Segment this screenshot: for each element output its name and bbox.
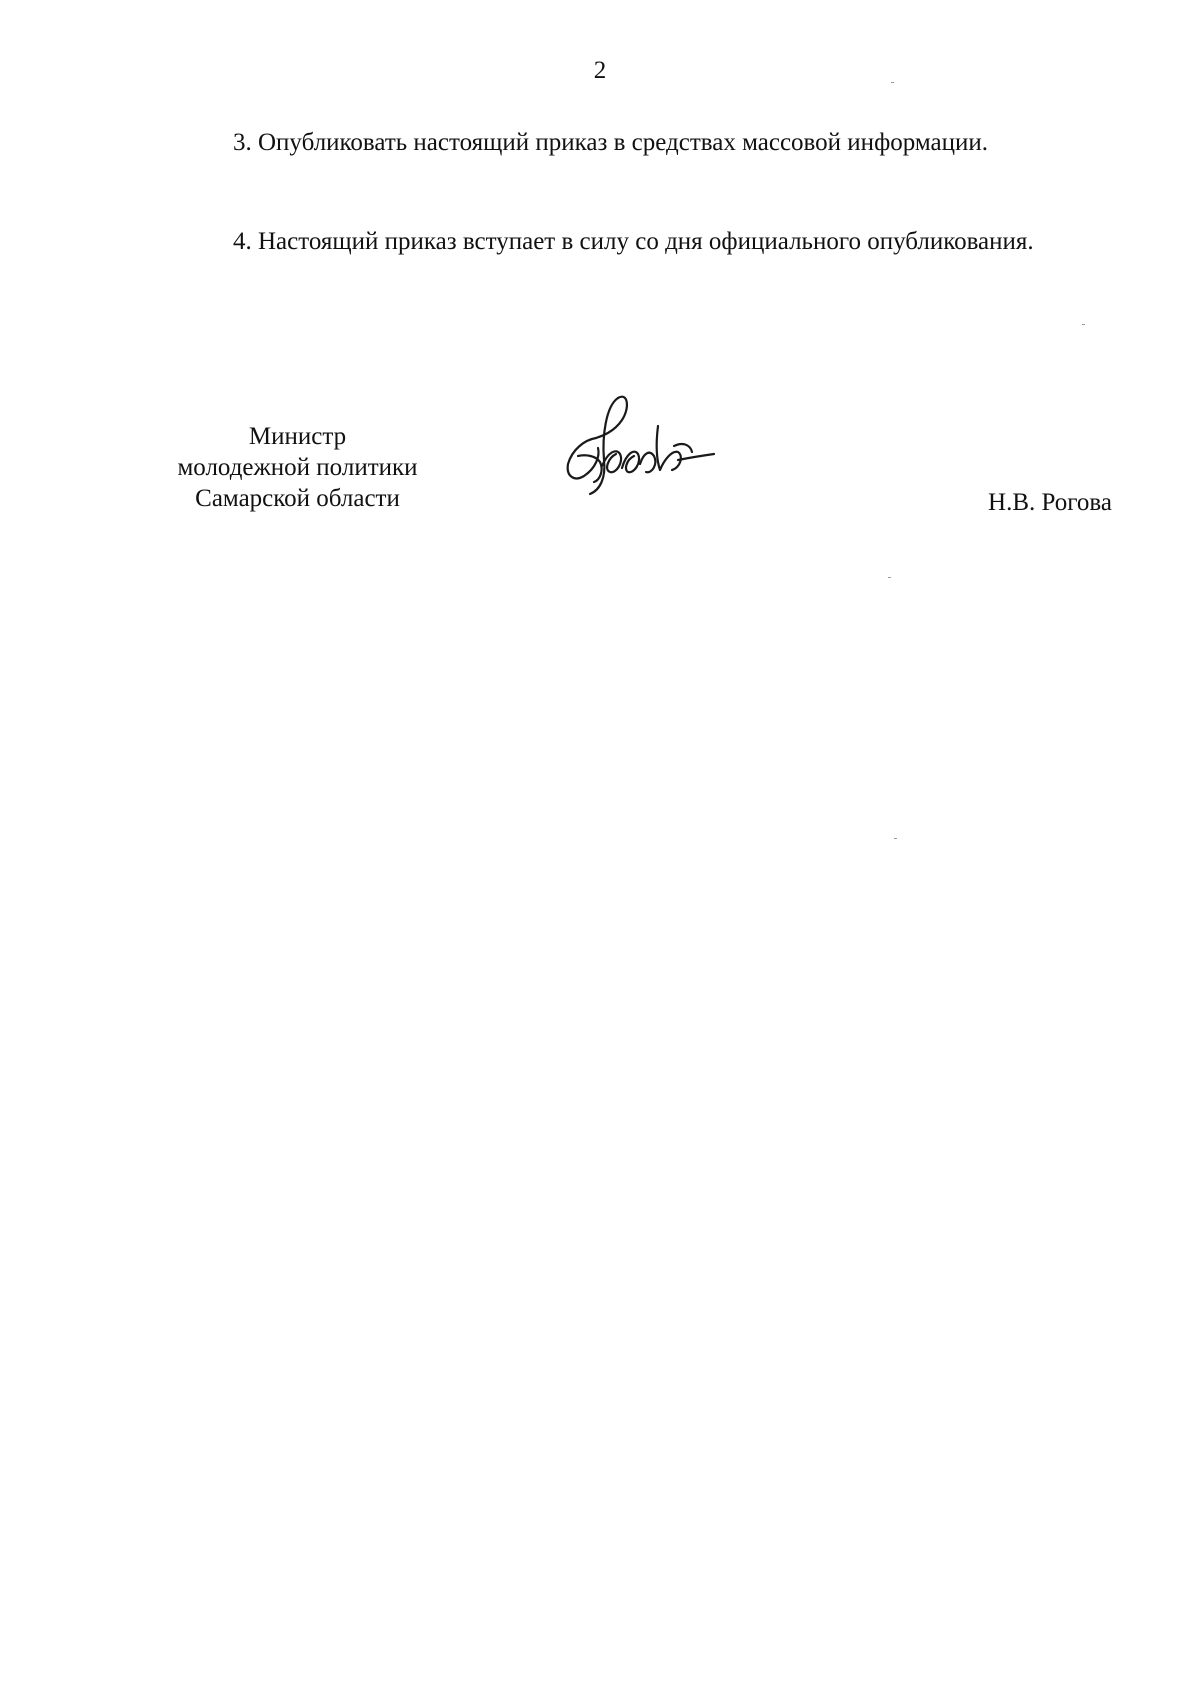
signatory-title-line: молодежной политики — [177, 454, 418, 481]
signatory-title-line: Самарской области — [195, 485, 400, 512]
page-number: 2 — [593, 57, 607, 84]
scan-speck — [894, 838, 897, 839]
paragraph-text: 4. Настоящий приказ вступает в силу со дня официального опубликования. — [233, 228, 1034, 255]
handwritten-signature — [556, 386, 731, 501]
paragraph-item-3 — [160, 117, 1112, 169]
paragraph-text: 3. Опубликовать настоящий приказ в средствах массовой информации. — [233, 129, 989, 156]
signatory-title-line: Министр — [248, 423, 347, 450]
signatory-name: Н.В. Рогова — [988, 489, 1112, 516]
paragraph-item-4 — [160, 216, 1112, 268]
scan-speck — [888, 577, 891, 578]
scan-speck — [1082, 324, 1085, 325]
signatory-title — [160, 421, 435, 514]
scan-speck — [891, 82, 894, 83]
